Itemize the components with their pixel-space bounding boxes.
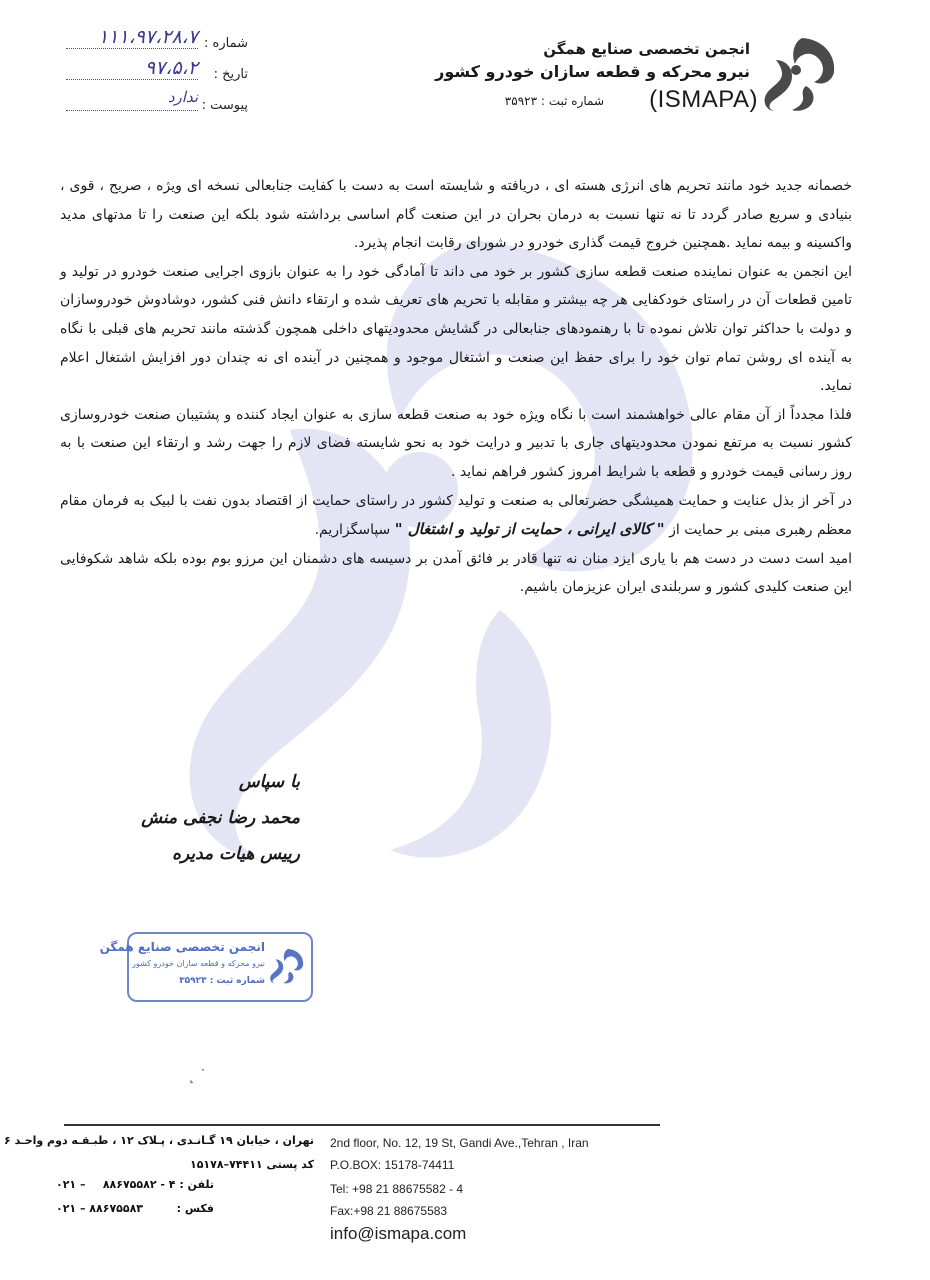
date-row [58, 57, 248, 88]
attachment-label: پیوست : [201, 98, 248, 113]
signature-title: رییس هیات مدیره [172, 844, 300, 864]
paragraph-4 [60, 487, 852, 545]
ismapa-logo-icon [762, 36, 838, 112]
footer-phone-prefix-fa: ۰۲۱ – [56, 1178, 86, 1191]
footer-fax-fa: ۰۲۱ – ۸۸۶۷۵۵۸۳ [56, 1202, 144, 1215]
attachment-dots [66, 110, 198, 111]
number-label: شماره : [204, 36, 248, 51]
signature-closing: با سپاس [238, 772, 300, 792]
org-abbreviation: (ISMAPA) [649, 86, 758, 113]
slogan: " کالای ایرانی ، حمایت از تولید و اشتغال " [394, 520, 665, 539]
letter-meta [58, 26, 248, 119]
footer-pobox-en: P.O.BOX: 15178-74411 [330, 1158, 455, 1172]
signature-block [110, 764, 300, 872]
footer-email-link[interactable]: info@ismapa.com [330, 1224, 467, 1243]
footer-postal-fa: کد پستی ۷۴۴۱۱–۱۵۱۷۸ [189, 1158, 314, 1171]
footer-fax-label-fa: فکس : [176, 1202, 214, 1215]
paragraph-5: امید است دست در دست هم با یاری ایزد منان نه تنها قادر بر فائق آمدن بر دسیسه های دشمنان این مرزو بوم بوده بلکه شاهد شکوفایی این صنعت کلیدی کشور و سربلندی ایران عزیزمان باشیم. [60, 550, 852, 596]
letter-body [60, 172, 852, 602]
number-value: ۱۱۱،۹۷،۲۸،۷ [97, 26, 198, 48]
pen-mark: ˛ ˙ [188, 1068, 207, 1084]
date-dots [66, 79, 198, 80]
stamp-logo-icon [269, 948, 305, 984]
org-name-line1: انجمن تخصصی صنایع همگن [543, 40, 750, 58]
paragraph-1: خصمانه جدید خود مانند تحریم های انرژی هسته ای ، دریافته و شایسته است به دست با کفایت جنابعالی نسخه ای ویژه ، صریح ، قوی ، بنیادی و سریع صادر گردد تا نه تنها نسبت به درمان بحران در این صنعت گام اساسی برداشته شود بلکه این صنعت را تا مدتهای مدید واکسینه و بیمه نماید .همچنین خروج قیمت گذاری خودرو در شورای رقابت انجام پذیرد. [60, 178, 852, 252]
official-stamp [99, 932, 313, 1002]
thanks-text: سپاسگزاریم. [314, 522, 391, 539]
paragraph-3: فلذا مجدداً از آن مقام عالی خواهشمند است با نگاه ویژه خود به صنعت قطعه سازی به عنوان ایجاد کننده و پشتیبان صنعت خودروسازی کشور نسبت به مرتفع نمودن محدودیتهای جاری با تدبیر و درایت خود به نحو شایسته فضای لازم را جهت رشد و ارتقاء این صنعت با به روز رسانی قیمت خودرو و قطعه با شرایط امروز کشور فراهم نماید . [60, 406, 852, 480]
stamp-line2: نیرو محرکه و قطعه سازان خودرو کشور [132, 959, 265, 968]
number-dots [66, 48, 198, 49]
paragraph-2: این انجمن به عنوان نماینده صنعت قطعه سازی کشور بر خود می داند تا آمادگی خود را به عنوان بازوی اجرایی صنعت خودرو در تولید و تامین قطعات آن در راستای خودکفایی هر چه بیشتر و مقابله با تحریم های تعریف شده و ارتقاء دانش فنی کشور، دوشادوش خودروسازان و دولت با حداکثر توان تلاش نموده تا با رهنمودهای جنابعالی در گشایش محدودیتهای داخلی همچون گذشته مانند تحریم های قبلی با نگاه به آینده ای روشن تمام توان خود را برای حفظ این صنعت و اشتغال موجود و همچنین در آینده ای نه چندان دور افزایش اشتغال اعلام نماید. [60, 263, 852, 395]
signature-name: محمد رضا نجفی منش [141, 808, 300, 828]
footer-tel-en: Tel: +98 21 88675582 - 4 [330, 1182, 464, 1196]
stamp-line3: شماره ثبت : ۳۵۹۲۳ [179, 976, 265, 986]
org-registration: شماره ثبت : ۳۵۹۲۳ [504, 94, 604, 108]
date-label: تاریخ : [213, 67, 248, 82]
date-value: ۹۷،۵،۲ [144, 57, 198, 79]
attachment-row [58, 88, 248, 119]
attachment-value: ندارد [167, 88, 198, 106]
footer-divider [64, 1124, 660, 1126]
stamp-line1: انجمن تخصصی صنایع همگن [99, 940, 265, 954]
footer-address-en: 2nd floor, No. 12, 19 St, Gandi Ave.,Tehran , Iran [330, 1136, 589, 1150]
org-name-line2: نیرو محرکه و قطعه سازان خودرو کشور [435, 62, 750, 81]
footer-phone-fa: تلفن : ۴ - ۸۸۶۷۵۵۸۲ [102, 1178, 214, 1191]
paragraph-4-text: در آخر از بذل عنایت و حمایت همیشگی حضرتعالی به صنعت و تولید کشور در راستای حمایت از اقتصاد بدون نفت با لبیک به فرمان مقام معظم رهبری مبنی بر حمایت از [60, 492, 852, 539]
footer-address-fa: تهران ، خیابان ۱۹ گـانـدی ، پـلاک ۱۲ ، طبـقـه دوم واحـد ۶ [4, 1134, 314, 1147]
number-row [58, 26, 248, 57]
footer-fax-en: Fax:+98 21 88675583 [330, 1204, 448, 1218]
